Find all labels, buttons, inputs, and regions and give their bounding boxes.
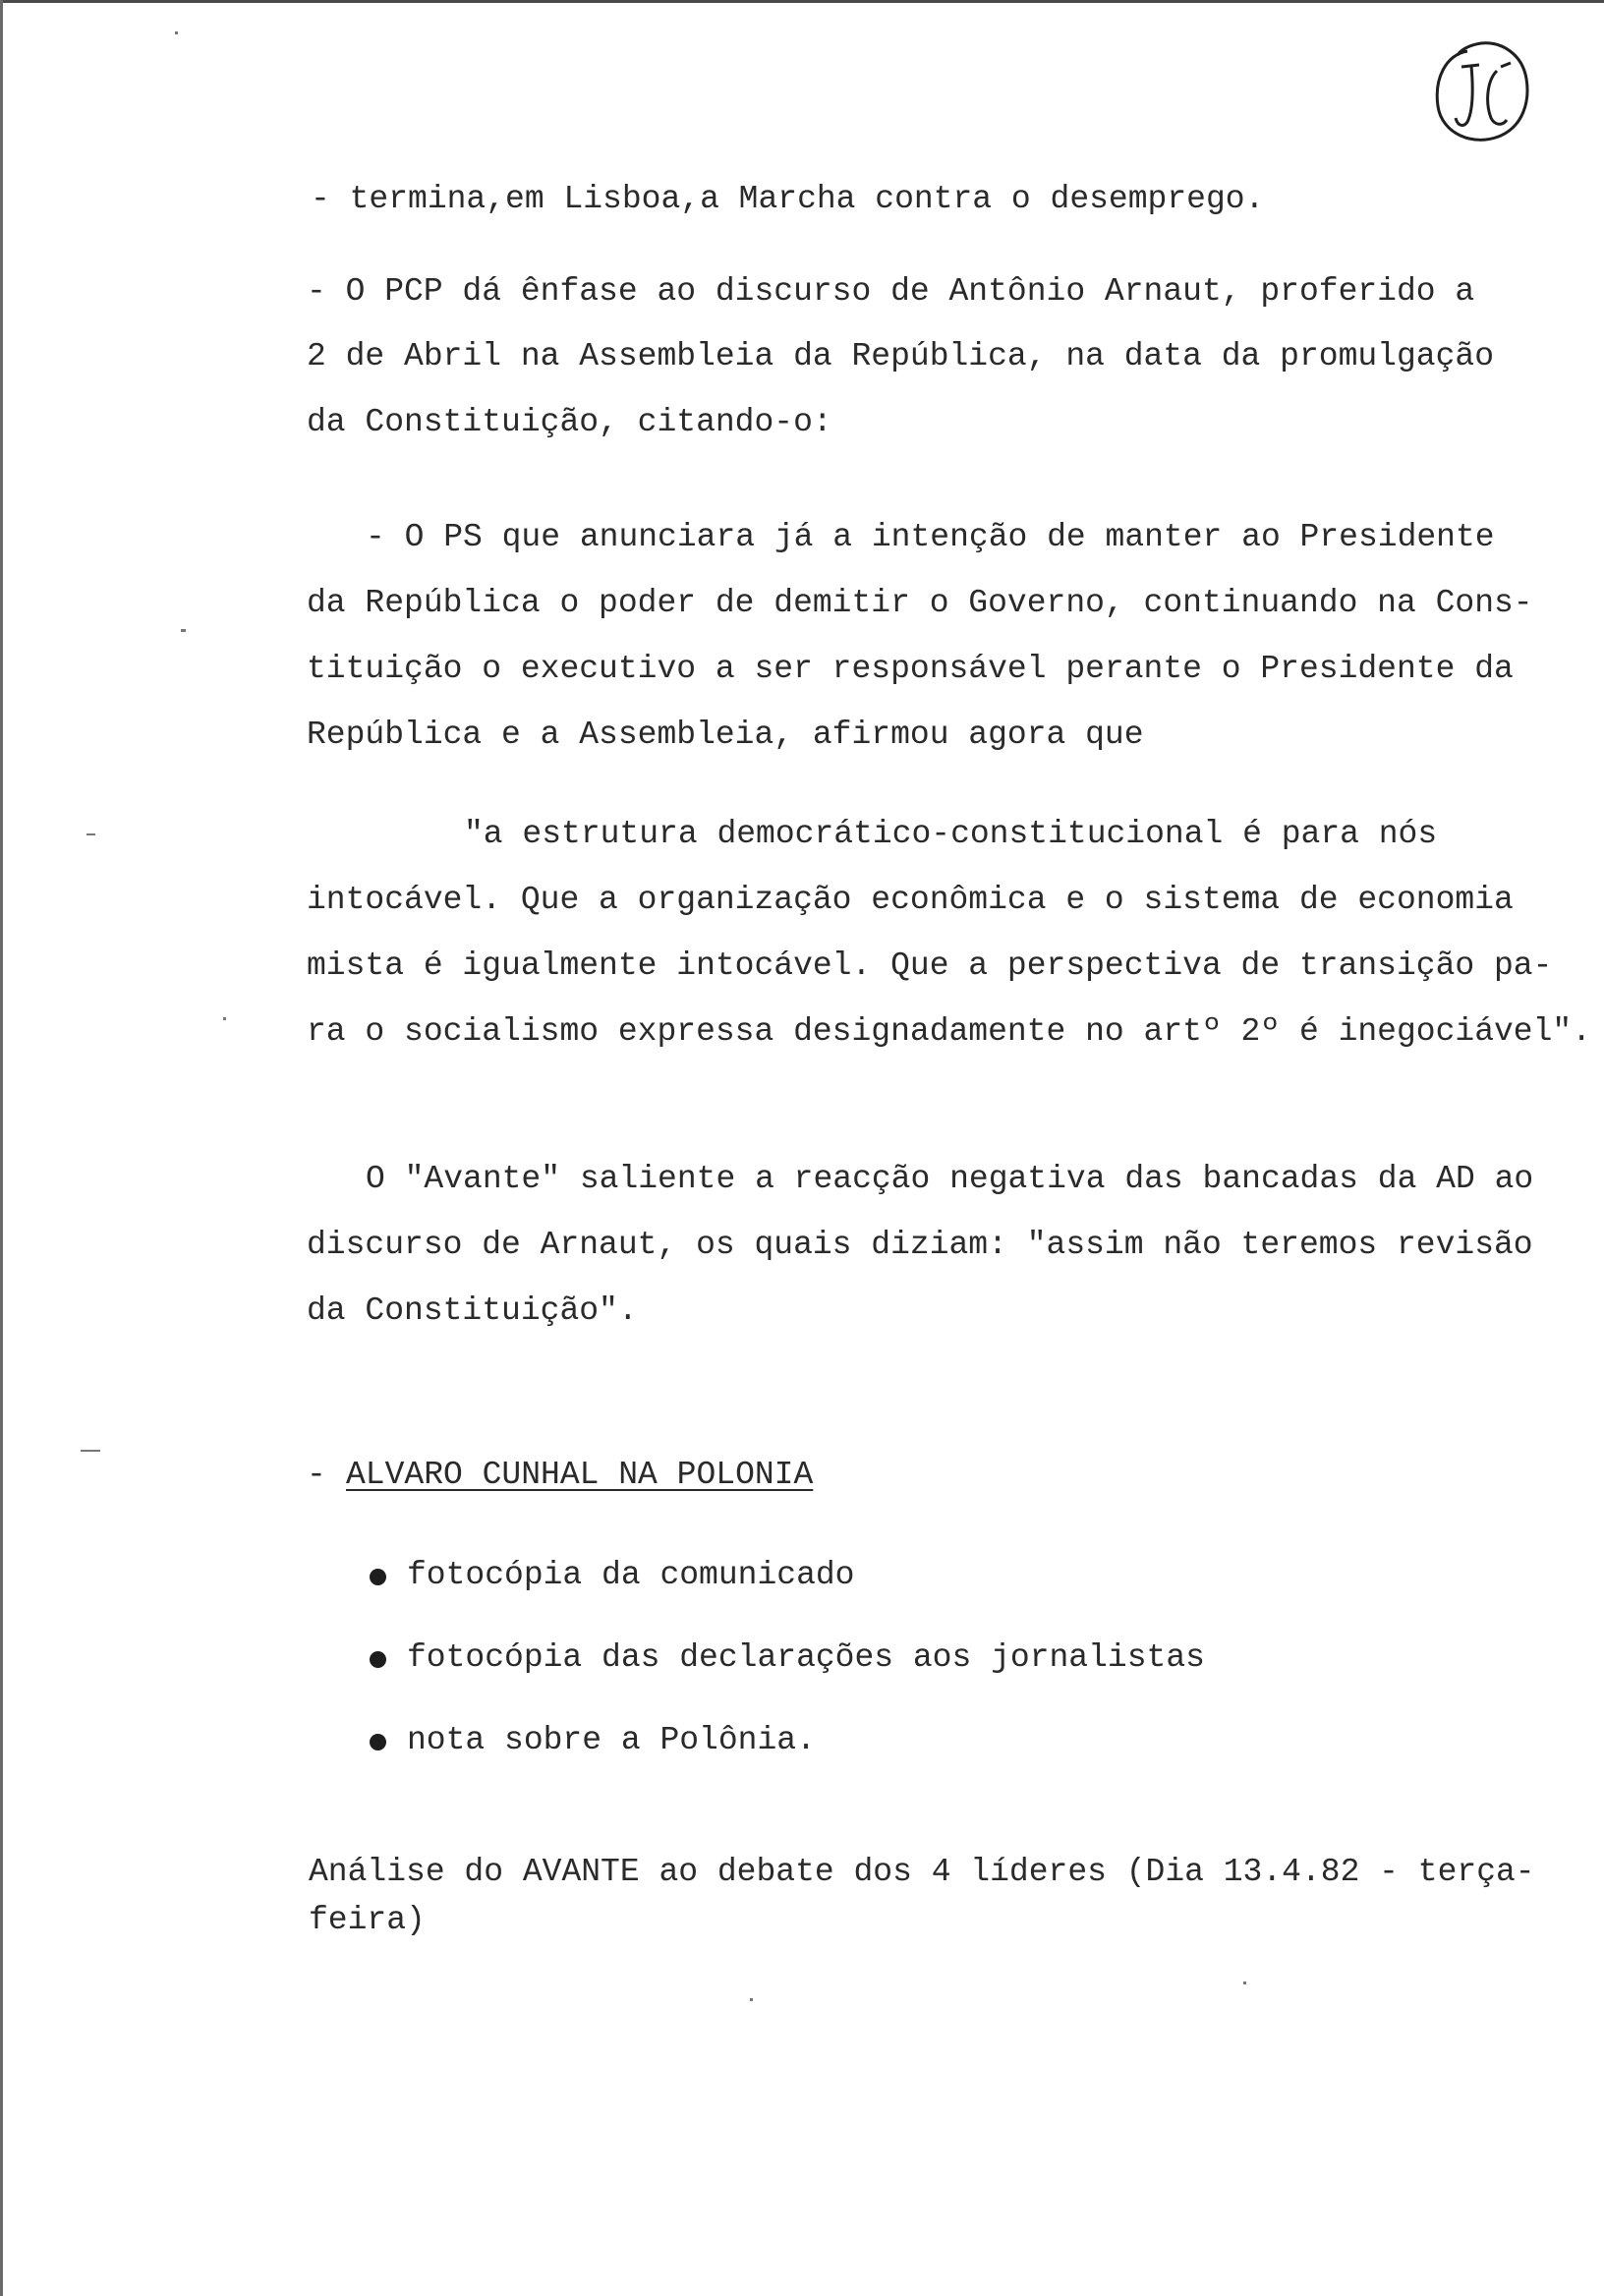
quote-paragraph-line: intocável. Que a organização econômica e o sistema de economia [307,882,1514,918]
handwritten-page-number [1428,37,1532,153]
bullet-icon [370,1569,386,1585]
page-top-edge [0,0,1604,3]
cunhal-list-item: fotocópia das declarações aos jornalistas [407,1639,1205,1676]
pcp-paragraph-line: 2 de Abril na Assembleia da República, na data da promulgação [307,338,1494,374]
bullet-icon [370,1734,386,1751]
scan-speck [181,629,186,632]
scan-speck [86,833,95,835]
ps-paragraph-line: República e a Assembleia, afirmou agora que [307,717,1144,753]
quote-paragraph-line: mista é igualmente intocável. Que a perspectiva de transição pa- [307,947,1553,984]
analysis-paragraph-line: feira) [309,1902,426,1938]
ps-paragraph-line: - O PS que anunciara já a intenção de manter ao Presidente [366,519,1495,555]
avante-paragraph-line: O "Avante" saliente a reacção negativa das bancadas da AD ao [366,1161,1534,1197]
scan-speck [750,1998,753,2001]
cunhal-list-item: fotocópia da comunicado [407,1557,855,1593]
avante-paragraph-line: discurso de Arnaut, os quais diziam: "assim não teremos revisão [307,1227,1533,1263]
scan-speck [1243,1981,1246,1984]
bullet-icon [370,1651,386,1668]
marcha-line: - termina,em Lisboa,a Marcha contra o desemprego. [311,181,1265,217]
scan-speck [175,31,178,34]
scan-speck [81,1450,100,1452]
pcp-paragraph-line: - O PCP dá ênfase ao discurso de Antônio Arnaut, proferido a [307,273,1475,310]
cunhal-heading-dash: - [307,1457,326,1493]
ps-paragraph-line: tituição o executivo a ser responsável perante o Presidente da [307,651,1514,687]
pcp-paragraph-line: da Constituição, citando-o: [307,404,832,440]
analysis-paragraph-line: Análise do AVANTE ao debate dos 4 líderes (Dia 13.4.82 - terça- [309,1854,1535,1890]
scan-speck [223,1017,226,1020]
cunhal-list-item: nota sobre a Polônia. [407,1722,816,1758]
ps-paragraph-line: da República o poder de demitir o Governo, continuando na Cons- [307,585,1533,621]
avante-paragraph-line: da Constituição". [307,1292,638,1329]
quote-paragraph-line: "a estrutura democrático-constitucional é para nós [464,816,1438,852]
cunhal-heading: ALVARO CUNHAL NA POLONIA [346,1457,814,1493]
page-left-edge [0,0,3,2296]
quote-paragraph-line: ra o socialismo expressa designadamente no artº 2º é inegociável". [307,1013,1592,1050]
